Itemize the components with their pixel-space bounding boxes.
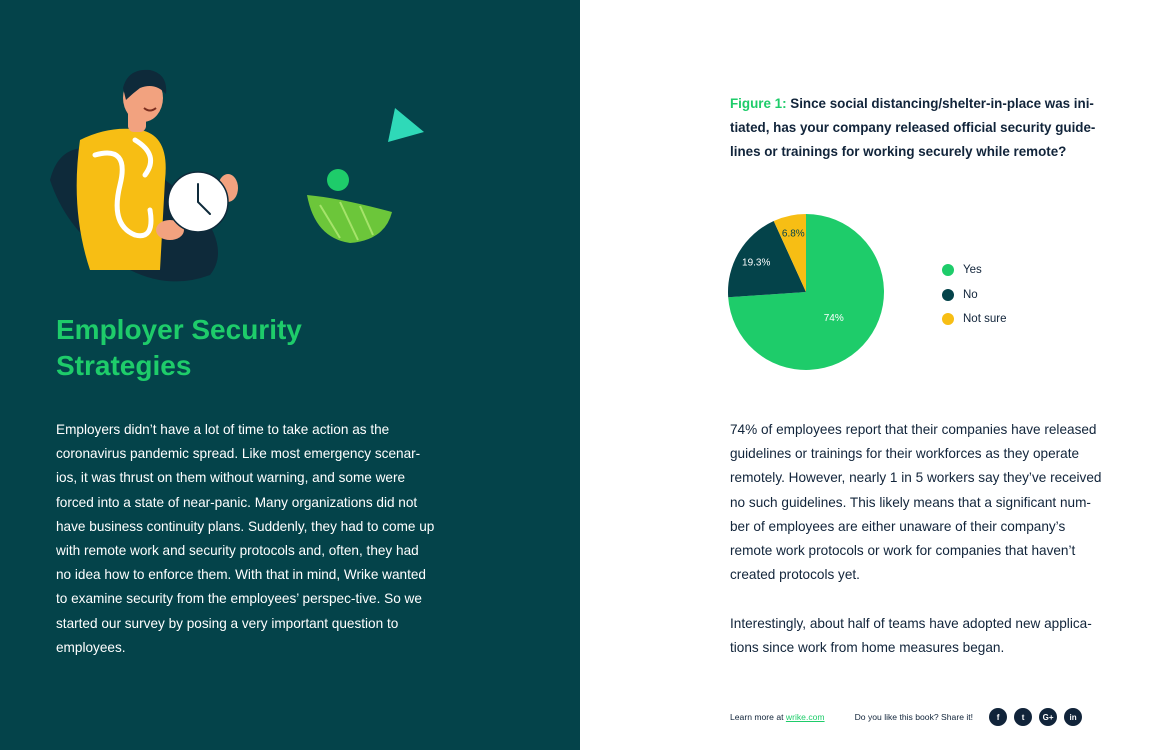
legend-item-no — [942, 283, 1006, 308]
figure-question: Since social distancing/shelter-in-place was ini-tiated, has your company released official security guide-lines or trainings for working securely while remote? — [730, 96, 1096, 160]
twitter-icon[interactable]: t — [1014, 708, 1032, 726]
legend-label: Yes — [963, 264, 982, 277]
analysis-text — [730, 418, 1110, 684]
footer — [730, 706, 1110, 728]
facebook-icon[interactable]: f — [989, 708, 1007, 726]
legend-label: No — [963, 288, 978, 301]
legend-swatch — [942, 313, 954, 325]
intro-paragraph: Employers didn’t have a lot of time to take action as the coronavirus pandemic spread. Like most emergency scenar-ios, it was thrust on them without warning, and some were forced into a state of near-panic. Many organizations did not have business continuity plans. Suddenly, they had to come up with remote work and security protocols and, often, they had no idea how to enforce them. With that in mind, Wrike wanted to examine security from the employees’ perspec-tive. So we started our survey by posing a very important question to employees. — [56, 422, 435, 655]
legend-item-yes — [942, 258, 1006, 283]
figure-label: Figure 1: — [730, 96, 787, 111]
right-page — [580, 0, 1160, 750]
pie-label-yes: 74% — [823, 312, 844, 324]
google-plus-icon[interactable]: G+ — [1039, 708, 1057, 726]
pie-label-not-sure: 6.8% — [781, 228, 805, 240]
legend-swatch — [942, 289, 954, 301]
chart-legend — [942, 258, 1006, 332]
legend-item-not-sure — [942, 307, 1006, 332]
learn-more-prefix: Learn more at — [730, 712, 786, 722]
wrike-link[interactable]: wrike.com — [785, 712, 825, 722]
figure-caption — [730, 92, 1102, 165]
analysis-paragraph-1: 74% of employees report that their companies have released guidelines or trainings for their workforces as they operate remotely. However, nearly 1 in 5 workers say they’ve received no such guidelines. This likely means that a significant num-ber of employees are either unaware of their company’s remote work protocols or work for companies that haven’t created protocols yet. — [730, 422, 1102, 583]
social-share-buttons — [989, 708, 1089, 726]
legend-label: Not sure — [963, 313, 1007, 326]
legend-swatch — [942, 264, 954, 276]
linkedin-icon[interactable]: in — [1064, 708, 1082, 726]
section-heading: Employer Security Strategies — [56, 314, 302, 381]
pie-chart — [726, 212, 886, 372]
analysis-paragraph-2: Interestingly, about half of teams have adopted new applica-tions since work from home measures began. — [730, 615, 1092, 655]
person-with-clock-illustration — [40, 60, 440, 290]
pie-label-no: 19.3% — [742, 257, 771, 269]
share-prompt: Do you like this book? Share it! — [854, 712, 974, 722]
